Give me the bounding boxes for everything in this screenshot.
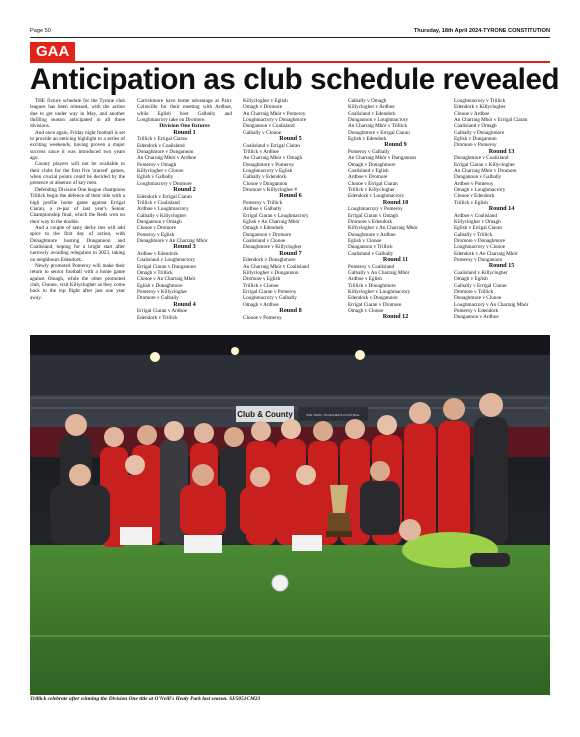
fixture-line: Loughmacrory v Dromore (137, 180, 192, 187)
fixture-line: Galbally v Donaghmore (454, 129, 505, 136)
fixture-line: Coalisland v Eglish (348, 168, 389, 175)
article-column-1 (30, 98, 125, 301)
fixture-line: Loughmacrory v Pomeroy (348, 206, 403, 213)
round-heading: Round 13 (488, 147, 515, 155)
fixture-line: An Charraig Mhór v Dromore (454, 168, 517, 175)
fixture-line: Killyclogher v Eglish (243, 98, 288, 104)
fixture-line: Omagh v Ardboe (243, 301, 279, 308)
section-tag: GAA (30, 42, 75, 62)
fixture-line: Dungannon v Omagh (137, 219, 182, 226)
fixture-line: An Charraig Mhór v Ardboe (137, 155, 197, 162)
fixture-line: Dromore v Trillick (454, 289, 494, 296)
photo-caption: Trillick celebrate after winning the Division One title at O'Neill's Healy Park last season. SI/5051CM23 (30, 696, 261, 702)
fixture-line: Eglish v Edendork (348, 136, 387, 143)
article-column-2 (137, 98, 232, 321)
fixture-line: Loughmacrory v Trillick (454, 98, 506, 104)
fixture-line: Dungannon v Trillick (348, 244, 393, 251)
round-heading: Round 1 (173, 128, 196, 136)
fixture-line: Trillick v Clonoe (243, 282, 279, 289)
fixture-line: Dromore v Eglish (243, 276, 281, 283)
fixture-line: An Charraig Mhór v Dungannon (348, 155, 417, 162)
fixture-line: Coalisland v Loughmacrory (137, 257, 196, 264)
football-icon (272, 575, 288, 591)
round-heading: Round 4 (173, 300, 196, 308)
article-paragraph: County players will not be available to their clubs for the first five 'starred' games, when crucial points could be decided by the presence or absence of key men. (30, 161, 125, 187)
fixture-line: Clonoe v Dromore (137, 225, 176, 232)
fixtures-column-3 (243, 98, 338, 321)
fixture-line: Pomeroy v Edendork (454, 308, 499, 315)
round-heading: Round 2 (173, 186, 196, 194)
fixture-line: Dungannon v Dromore (243, 231, 292, 238)
fixture-line: Dungannon v Loughmacrory (348, 117, 409, 124)
fixture-line: Donaghmore v Coalisland (454, 155, 509, 162)
fixture-line: Donaghmore v Pomeroy (243, 161, 295, 168)
fixture-line: An Charraig Mhór v Errigal Ciaran (454, 117, 528, 124)
fixture-line: Omagh v Trillick (137, 270, 173, 277)
fixture-line: Donaghmore v Dungannon (137, 149, 194, 156)
fixture-line: An Charraig Mhór v Pomeroy (243, 110, 306, 117)
fixture-line: Loughmacrory v Galbally (243, 295, 297, 302)
header-rule (30, 37, 550, 38)
fixture-line: Dromore v Killyclogher # (243, 187, 298, 194)
page-number: Page 50 (30, 28, 51, 34)
fixture-line: Pomeroy v Coalisland (348, 263, 395, 270)
fixture-line: Ardboe v Eglish (348, 276, 383, 283)
fixture-line: Loughmacrory v An Charraig Mhór (454, 301, 529, 308)
fixture-line: Trillick v Eglish (454, 199, 488, 206)
fixture-line: Clonoe v Pomeroy (243, 314, 282, 321)
fixture-line: Donaghmore v Errigal Ciaran (348, 129, 410, 136)
fixture-line: Ardboe v Pomeroy (454, 180, 494, 187)
fixture-line: Trillick v Errigal Ciaran (137, 136, 188, 143)
fixture-line: Galbally v An Charraig Mhór (348, 270, 410, 277)
fixture-line: Eglish v An Charraig Mhór (243, 219, 300, 226)
fixtures-column-4 (348, 98, 443, 321)
fixture-line: Errigal Ciaran v Pomeroy (243, 289, 297, 296)
round-heading: Round 6 (279, 192, 302, 200)
fixture-line: Coalisland v Edendork (348, 110, 396, 117)
fixture-line: Galbally v Errigal Ciaran (454, 282, 507, 289)
fixture-line: Eglish v Dungannon (454, 136, 497, 143)
team-celebration-illustration (30, 335, 550, 695)
fixture-line: Killyclogher v Ardboe (348, 104, 395, 111)
fixture-line: Edendork v Errigal Ciaran (137, 193, 192, 200)
fixture-line: Clonoe v An Charraig Mhór (137, 276, 196, 283)
fixture-line: Errigal Ciaran v Loughmacrory (243, 212, 309, 219)
round-heading: Round 14 (488, 205, 515, 213)
fixture-line: Galbally v Edendork (243, 174, 287, 181)
team-photo (30, 335, 550, 695)
fixture-line: Trillick v Killyclogher (348, 187, 395, 194)
fixture-line: Dromore v Pomeroy (454, 142, 497, 149)
fixture-line: Killyclogher v Loughmacrory (348, 289, 411, 296)
headline: Anticipation as club schedule revealed (30, 63, 560, 96)
fixture-line: Dungannon v Coalisland (243, 123, 295, 130)
fixture-line: Killyclogher v An Charraig Mhór (348, 225, 418, 232)
round-heading: Round 7 (279, 249, 302, 257)
fixture-line: Edendork v Killyclogher (454, 104, 506, 111)
fixture-line: Donaghmore v An Charraig Mhór (137, 238, 208, 245)
fixture-line: Edendork v Donaghmore (243, 257, 296, 264)
fixture-line: Dungannon v Galbally (454, 174, 502, 181)
photo-banner-text: Club & County (237, 410, 293, 419)
round-heading: Round 9 (384, 141, 407, 149)
photo-banner-small: ONE TEAM, TOGETHER IN FOOTBALL (305, 413, 361, 417)
fixture-line: Galbally v Omagh (348, 98, 387, 104)
fixture-line: Ardboe v Dromore (348, 174, 388, 181)
fixture-line: Ardboe v Edendork (137, 251, 178, 258)
fixture-line: Coalisland v Clonoe (243, 238, 286, 245)
fixture-line: Ardboe v Coalisland (454, 212, 497, 219)
fixture-line: Donaghmore v Killyclogher (243, 244, 302, 251)
fixture-line: Loughmacrory v Clonoe (454, 244, 505, 251)
fixture-line: Pomeroy v Omagh (137, 161, 177, 168)
fixture-line: Killyclogher v Dungannon (243, 270, 299, 277)
fixture-line: Coalisland v Omagh (454, 123, 497, 130)
article-paragraph: Defending Division One league champions Trillick begin the defence of their title with a high profile home game against Errigal Ciaran, a re-par of last year's Senior Championship final, which the Reds won on their way to the double. (30, 186, 125, 225)
fixture-line: Loughmacrory v Eglish (243, 168, 293, 175)
round-heading: Round 10 (382, 198, 409, 206)
fixture-line: Eglish v Clonoe (348, 238, 382, 245)
fixture-line: Donaghmore v Ardboe (348, 231, 396, 238)
fixture-line: Trillick v Coalisland (137, 200, 180, 207)
fixture-line: Pomeroy v Dungannon (454, 257, 503, 264)
fixture-line: Killyclogher v Clonoe (137, 168, 184, 175)
fixture-line: Coalisland v Errigal Ciaran (243, 142, 300, 149)
fixture-line: An Charraig Mhór v Coalisland (243, 263, 309, 270)
fixture-line: Clonoe v Ardboe (454, 110, 490, 117)
round-heading: Round 11 (382, 256, 409, 264)
fixture-line: Clonoe v Dungannon (243, 180, 288, 187)
fixture-line: Omagh v Dromore (243, 104, 283, 111)
fixture-line: Eglish v Errigal Ciaran (454, 225, 502, 232)
fixture-line: Coalisland v Galbally (348, 250, 394, 257)
fixture-line: Dromore v Donaghmore (454, 238, 505, 245)
fixture-line: An Charraig Mhór v Trillick (348, 123, 408, 130)
fixture-line: Dromore v Galbally (137, 295, 179, 302)
fixture-line: Galbally v Killyclogher (137, 212, 187, 219)
fixture-line: Omagh v Donaghmore (348, 161, 396, 168)
fixture-line: Edendork v Trillick (137, 314, 178, 321)
fixture-line: Edendork v Coalisland (137, 142, 185, 149)
fixture-line: Eglish v Galbally (137, 174, 174, 181)
fixture-line: Omagh v Edendork (243, 225, 284, 232)
fixture-line: Killyclogher v Omagh (454, 219, 501, 226)
fixture-line: Errigal Ciaran v Omagh (348, 212, 398, 219)
fixture-line: Dromore v Edendork (348, 219, 393, 226)
fixture-line: Coalisland v Killyclogher (454, 270, 508, 277)
fixture-line: Trillick v Donaghmore (348, 282, 396, 289)
round-heading: Round 15 (488, 262, 515, 270)
fixture-line: Edendork v Dungannon (348, 295, 398, 302)
fixture-line: An Charraig Mhór v Omagh (243, 155, 303, 162)
date-masthead: Thursday, 18th April 2024-TYRONE CONSTITUTION (413, 28, 550, 34)
fixture-line: Omagh v Loughmacrory (454, 187, 506, 194)
division-heading: Division One fixtures (159, 123, 210, 130)
fixture-line: Galbally v Trillick (454, 231, 493, 238)
fixture-line: Eglish v Donaghmore (137, 282, 183, 289)
fixture-line: Omagh v Eglish (454, 276, 488, 283)
fixture-line: Trillick v Ardboe (243, 149, 279, 155)
fixture-line: Clonoe v Errigal Ciaran (348, 180, 398, 187)
round-heading: Round 5 (279, 135, 302, 143)
fixture-line: Loughmacrory v Donaghmore (243, 117, 307, 124)
fixture-line: Clonoe v Edendork (454, 193, 495, 200)
fixture-line: Edendork v An Charraig Mhór (454, 250, 518, 257)
article-paragraph: And a couple of tasty derby ties will add spice to the first day of action, with Donaghmore hosting Dungannon and Coalisland, hoping for a bright start after narrowly avoiding relegation in 2023, taking on neighbours Edendork. (30, 224, 125, 263)
fixture-line: Errigal Ciaran v Ardboe (137, 308, 187, 315)
fixture-line: Pomeroy v Killyclogher (137, 289, 188, 296)
article-paragraph: THE fixture schedule for the Tyrone club leagues has been released, with the action due to get under way in May, and another thrilling season anticipated in all three divisions. (30, 98, 125, 130)
fixture-line: Dungannon v Ardboe (454, 314, 499, 321)
fixture-line: Errigal Ciaran v Killyclogher (454, 161, 515, 168)
article-paragraph: Carrickmore have home advantage at Páirc Colmcille for their meeting with Ardboe, while Eglish host Galbally and Loughmacrory take on Dromore. (137, 98, 232, 124)
fixture-line: Ardboe v Loughmacrory (137, 206, 189, 213)
round-heading: Round 12 (382, 313, 409, 321)
fixtures-column-5 (454, 98, 549, 321)
fixture-line: Galbally v Clonoe (243, 129, 282, 136)
fixture-line: Pomeroy v Eglish (137, 231, 175, 238)
fixture-line: Donaghmore v Clonoe (454, 295, 502, 302)
fixture-line: Pomeroy v Trillick (243, 200, 283, 206)
fixture-line: Ardboe v Galbally (243, 206, 282, 213)
fixture-line: Edendork v Loughmacrory (348, 193, 405, 200)
article-paragraph: And once again, Friday night football is set to provide an enticing highlight to a series of exciting weekends, having proven a major success since it was introduced two years ago. (30, 129, 125, 162)
article-paragraph: Newly promoted Pomeroy will make their return to senior football with a home game against Omagh, while the other promoted club, Clonoe, visit Killyclogher as they come back to the top flight after just one year away. (30, 262, 125, 301)
fixture-line: Pomeroy v Galbally (348, 149, 390, 155)
round-heading: Round 3 (173, 243, 196, 251)
fixture-line: Errigal Ciaran v Dungannon (137, 263, 196, 270)
fixture-line: Omagh v Clonoe (348, 308, 384, 315)
round-heading: Round 8 (279, 307, 302, 315)
fixture-line: Errigal Ciaran v Dromore (348, 301, 402, 308)
